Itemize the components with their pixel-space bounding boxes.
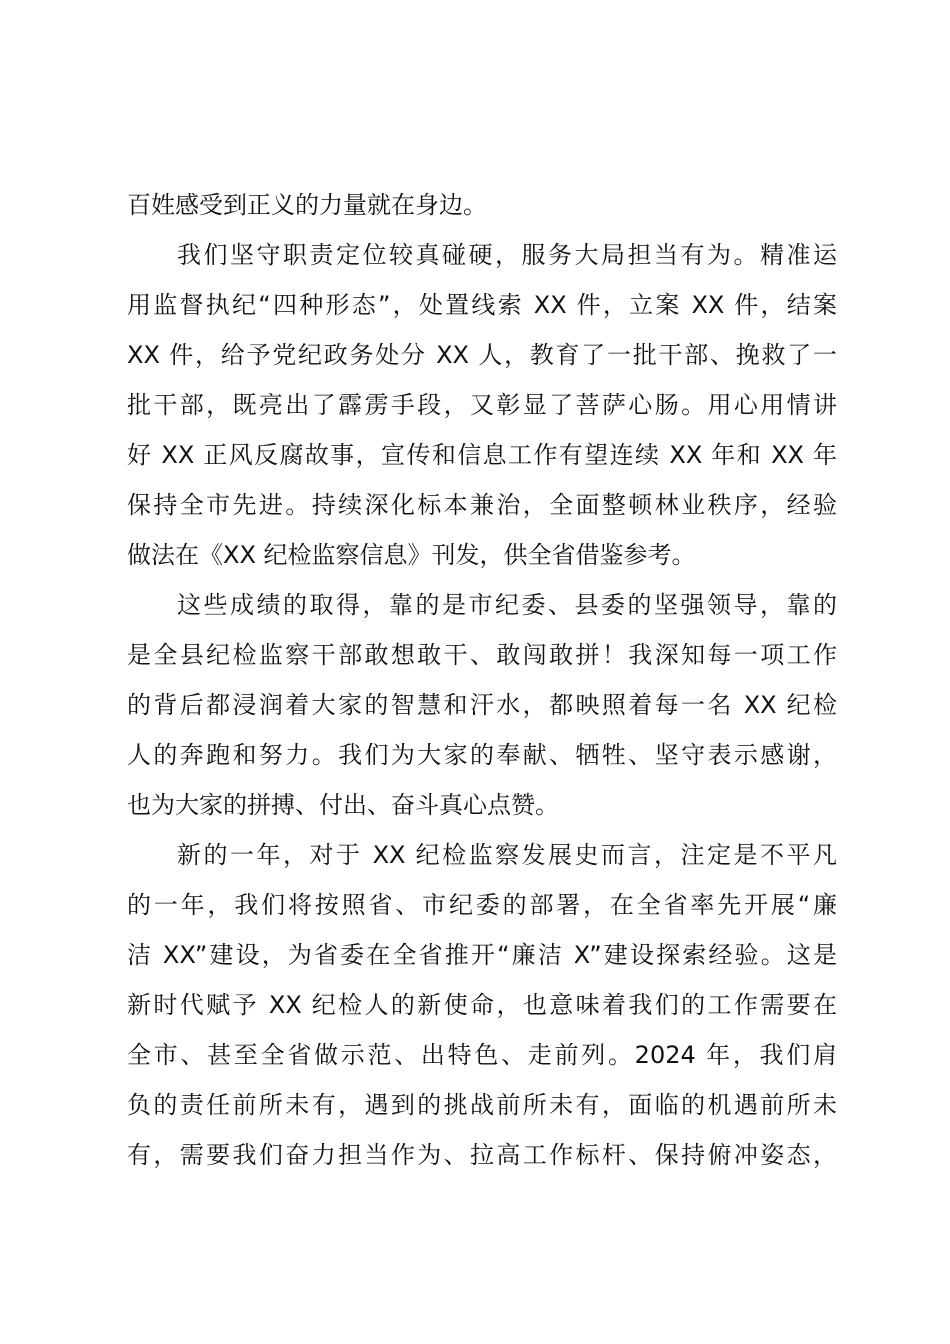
text-line: 做法在《XX 纪检监察信息》刊发，供全省借鉴参考。 xyxy=(127,541,696,569)
text-line: 好 XX 正风反腐故事，宣传和信息工作有望连续 XX 年和 XX 年 xyxy=(127,441,837,469)
text-line: 全市、甚至全省做示范、出特色、走前列。2024 年，我们肩 xyxy=(127,1041,837,1069)
text-line: 也为大家的拼搏、付出、奋斗真心点赞。 xyxy=(127,791,559,819)
text-line: 负的责任前所未有，遇到的挑战前所未有，面临的机遇前所未 xyxy=(127,1091,837,1119)
document-body xyxy=(127,180,837,1180)
text-line: 是全县纪检监察干部敢想敢干、敢闯敢拼！我深知每一项工作 xyxy=(127,641,837,669)
text-line: 保持全市先进。持续深化标本兼治，全面整顿林业秩序，经验 xyxy=(127,491,837,519)
text-line: 新的一年，对于 XX 纪检监察发展史而言，注定是不平凡 xyxy=(177,841,837,869)
text-line: 用监督执纪“四种形态”，处置线索 XX 件，立案 XX 件，结案 xyxy=(127,291,837,319)
text-line: 的一年，我们将按照省、市纪委的部署，在全省率先开展“廉 xyxy=(127,891,837,919)
text-line: 这些成绩的取得，靠的是市纪委、县委的坚强领导，靠的 xyxy=(177,591,837,619)
text-line: 有，需要我们奋力担当作为、拉高工作标杆、保持俯冲姿态， xyxy=(127,1141,837,1169)
text-line: XX 件，给予党纪政务处分 XX 人，教育了一批干部、挽救了一 xyxy=(127,341,837,369)
text-line: 百姓感受到正义的力量就在身边。 xyxy=(127,191,487,219)
text-line: 我们坚守职责定位较真碰硬，服务大局担当有为。精准运 xyxy=(177,241,837,269)
text-line: 新时代赋予 XX 纪检人的新使命，也意味着我们的工作需要在 xyxy=(127,991,837,1019)
text-line: 人的奔跑和努力。我们为大家的奉献、牺牲、坚守表示感谢， xyxy=(127,741,837,769)
text-line: 的背后都浸润着大家的智慧和汗水，都映照着每一名 XX 纪检 xyxy=(127,691,837,719)
text-line: 批干部，既亮出了霹雳手段，又彰显了菩萨心肠。用心用情讲 xyxy=(127,391,837,419)
text-line: 洁 XX”建设，为省委在全省推开“廉洁 X”建设探索经验。这是 xyxy=(127,941,837,969)
